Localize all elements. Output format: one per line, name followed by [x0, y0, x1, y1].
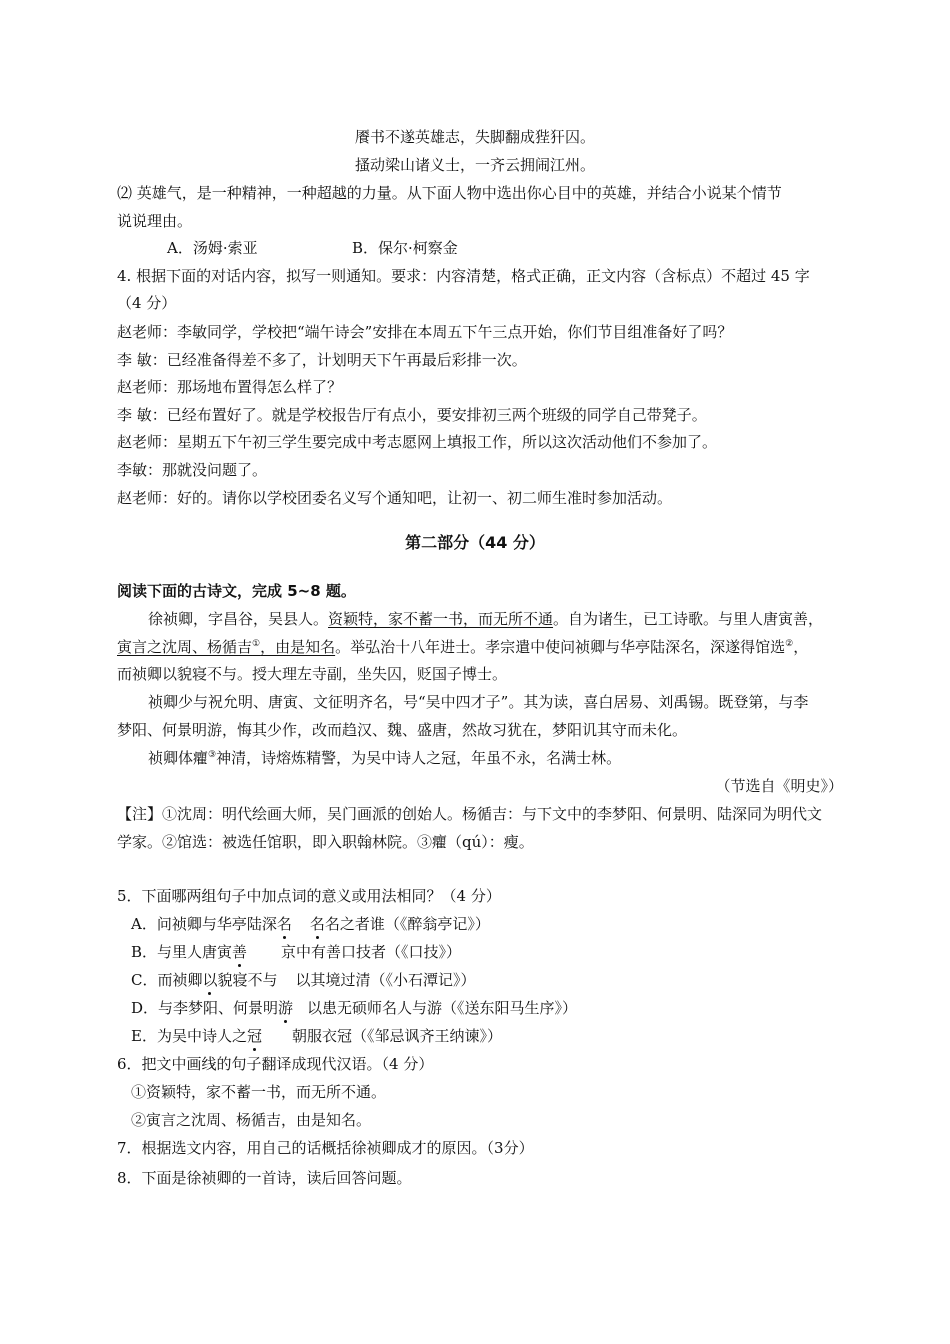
passage-paragraph-2-line-2: 梦阳、何景明游，悔其少作，改而趋汉、魏、盛唐，然故习犹在，梦阳讥其守而未化。	[117, 721, 688, 739]
question-3-2-line-1: ⑵ 英雄气，是一种精神，一种超越的力量。从下面人物中选出你心目中的英雄，并结合小说某个情节	[117, 184, 782, 202]
question-5-option: B．与里人唐寅善 京中有善口技者（《口技》）	[131, 943, 462, 961]
passage-source: （节选自《明史》）	[715, 777, 843, 795]
question-3-2-line-2: 说说理由。	[117, 212, 193, 230]
question-5-option: C．而祯卿以貌寝不与 以其境过清（《小石潭记》）	[131, 971, 476, 989]
question-6-item-2: ②寅言之沈周、杨循吉，由是知名。	[131, 1111, 372, 1129]
underlined-sentence-2: 寅言之沈周、杨循吉①，由是知名	[117, 638, 336, 656]
notes-line-2: 学家。②馆选：被选任馆职，即入职翰林院。③癯（qú）：瘦。	[117, 833, 534, 851]
question-5-option: D．与李梦阳、何景明游 以患无硕师名人与游（《送东阳马生序》）	[131, 999, 578, 1017]
dialogue-line: 赵老师：李敏同学，学校把“端午诗会”安排在本周五下午三点开始，你们节目组准备好了吗？	[117, 323, 733, 341]
option-b: B．保尔·柯察金	[352, 239, 458, 257]
question-5-option: E．为吴中诗人之冠 朝服衣冠（《邹忌讽齐王纳谏》）	[131, 1027, 502, 1045]
dialogue-line: 李 敏：已经准备得差不多了，计划明天下午再最后彩排一次。	[117, 351, 527, 369]
question-5-stem: 5．下面哪两组句子中加点词的意义或用法相同？（4 分）	[117, 887, 501, 905]
dialogue-line: 赵老师：星期五下午初三学生要完成中考志愿网上填报工作，所以这次活动他们不参加了。	[117, 433, 718, 451]
poem-line-2: 搔动梁山诸义士，一齐云拥闹江州。	[354, 156, 595, 174]
passage-paragraph-1-line-1: 徐祯卿，字昌谷，吴县人。资颖特，家不蓄一书，而无所不通。自为诸生，已工诗歌。与里人唐寅善，	[148, 610, 824, 628]
dialogue-line: 李 敏：已经布置好了。就是学校报告厅有点小，要安排初三两个班级的同学自己带凳子。	[117, 406, 707, 424]
reading-instruction: 阅读下面的古诗文，完成 5~8 题。	[117, 582, 356, 600]
poem-line-1: 餍书不遂英雄志，失脚翻成狴犴囚。	[354, 128, 595, 146]
question-4-line-2: （4 分）	[117, 294, 177, 312]
question-6-stem: 6．把文中画线的句子翻译成现代汉语。（4 分）	[117, 1055, 434, 1073]
notes-line-1: 【注】①沈周：明代绘画大师，吴门画派的创始人。杨循吉：与下文中的李梦阳、何景明、陆深同为明代文	[117, 805, 823, 823]
passage-paragraph-3: 祯卿体癯③神清，诗熔炼精警，为吴中诗人之冠，年虽不永，名满士林。	[148, 749, 622, 767]
question-8-stem: 8．下面是徐祯卿的一首诗，读后回答问题。	[117, 1169, 412, 1187]
passage-paragraph-1-line-3: 而祯卿以貌寝不与。授大理左寺副，坐失囚，贬国子博士。	[117, 665, 508, 683]
passage-paragraph-2-line-1: 祯卿少与祝允明、唐寅、文征明齐名，号“吴中四才子”。其为读，喜白居易、刘禹锡。既登第，与李	[148, 693, 809, 711]
question-7-stem: 7．根据选文内容，用自己的话概括徐祯卿成才的原因。（3分）	[117, 1139, 534, 1157]
dialogue-line: 李敏：那就没问题了。	[117, 461, 268, 479]
passage-paragraph-1-line-2: 寅言之沈周、杨循吉①，由是知名。举弘治十八年进士。孝宗遣中使问祯卿与华亭陆深名，深遂得馆选②，	[117, 638, 809, 656]
question-5-option: A．问祯卿与华亭陆深名 名名之者谁（《醉翁亭记》）	[131, 915, 490, 933]
question-6-item-1: ①资颖特，家不蓄一书，而无所不通。	[131, 1083, 387, 1101]
underlined-sentence-1: 资颖特，家不蓄一书，而无所不通	[328, 610, 554, 628]
part-two-title: 第二部分（44 分）	[405, 533, 545, 552]
option-a: A．汤姆·索亚	[167, 239, 258, 257]
dialogue-line: 赵老师：好的。请你以学校团委名义写个通知吧，让初一、初二师生准时参加活动。	[117, 489, 673, 507]
dialogue-line: 赵老师：那场地布置得怎么样了？	[117, 378, 343, 396]
question-4-line-1: 4. 根据下面的对话内容，拟写一则通知。要求：内容清楚，格式正确，正文内容（含标点）不超过 45 字	[117, 267, 810, 285]
